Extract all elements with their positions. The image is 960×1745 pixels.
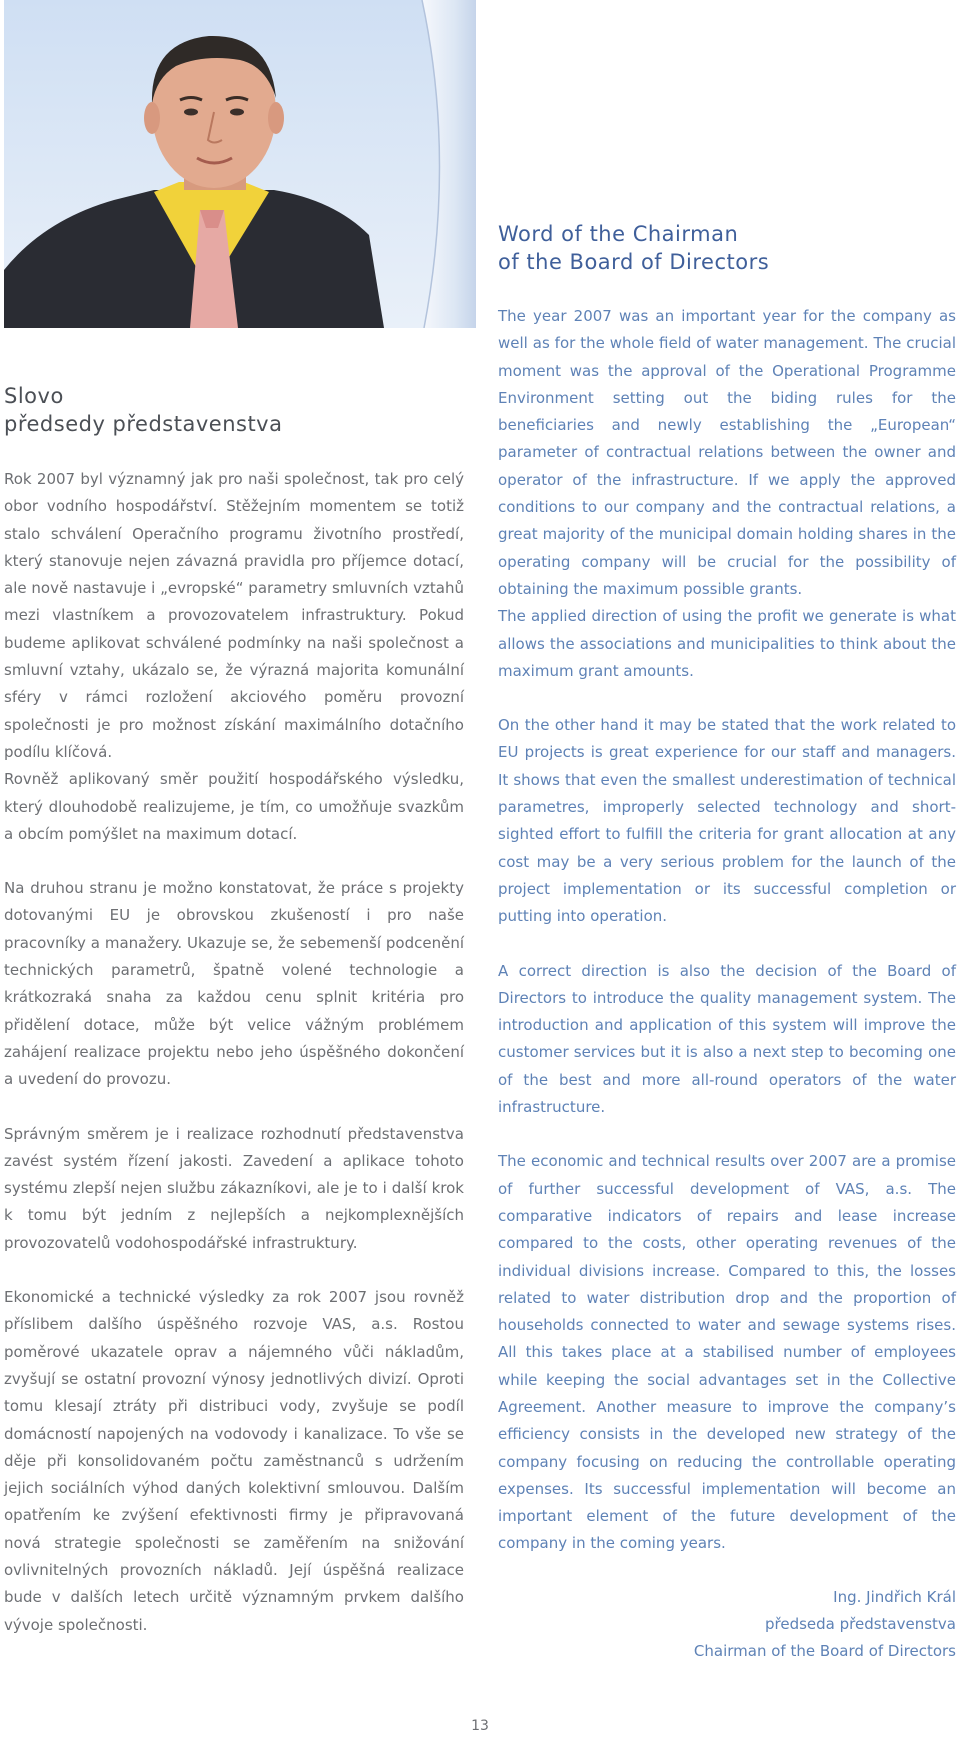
czech-title bbox=[4, 382, 282, 438]
english-title-line-2: of the Board of Directors bbox=[498, 250, 770, 274]
english-paragraph: The applied direction of using the profit we generate is what allows the associations and municipalities to think about the maximum grant amounts. bbox=[498, 607, 956, 680]
czech-paragraph: Správným směrem je i realizace rozhodnutí představenstva zavést systém řízení jakosti. Zavedení a aplikace tohoto systému zlepší nejen službu zákazníkovi, ale je to i další krok k tomu být jedním z nejlepších a nejkomplexnějších provozovatelů vodohospodářské infrastruktury. bbox=[4, 1124, 464, 1252]
page-number: 13 bbox=[471, 1718, 489, 1734]
czech-paragraph: Rovněž aplikovaný směr použití hospodářského výsledku, který dlouhodobě realizujeme, je tím, co umožňuje svazkům a obcím pomýšlet na maximum dotací. bbox=[4, 770, 464, 843]
english-text-column bbox=[498, 303, 956, 1666]
english-paragraph: A correct direction is also the decision of the Board of Directors to introduce the quality management system. The introduction and application of this system will improve the customer services but it is also a next step to becoming one of the best and more all-round operators of the water infrastructure. bbox=[498, 961, 956, 1117]
czech-paragraph: Na druhou stranu je možno konstatovat, že práce s projekty dotovanými EU je obrovskou zkušeností i pro naše pracovníky a manažery. Ukazuje se, že sebemenší podcenění technických parametrů, špatně volené technologie a krátkozraká snaha za každou cenu splnit kritéria pro přidělení dotace, může být velice vážným problémem zahájení realizace projektu nebo jeho úspěšného dokončení a uvedení do provozu. bbox=[4, 879, 464, 1089]
signature-role-czech: předseda představenstva bbox=[764, 1615, 956, 1634]
czech-title-line-1: Slovo bbox=[4, 384, 64, 408]
signature-name: Ing. Jindřich Král bbox=[833, 1587, 956, 1606]
chairman-portrait bbox=[4, 0, 476, 328]
english-title bbox=[498, 220, 769, 276]
english-paragraph: The year 2007 was an important year for the company as well as for the whole field of water management. The crucial moment was the approval of the Operational Programme Environment setting out the biding rules for the beneficiaries and newly establishing the „European“ parameter of contractual relations between the owner and operator of the infrastructure. If we apply the approved conditions to our company and the contractual relations, a great majority of the municipal domain holding shares in the operating company will be crucial for the possibility of obtaining the maximum possible grants. bbox=[498, 307, 956, 598]
signature-role-english: Chairman of the Board of Directors bbox=[693, 1642, 956, 1661]
english-paragraph: On the other hand it may be stated that the work related to EU projects is great experience for our staff and managers. It shows that even the smallest underestimation of technical parametres, improperly selected technology and short-sighted effort to fulfill the criteria for grant allocation at any cost may be a very serious problem for the launch of the project implementation or its successful completion or putting into operation. bbox=[498, 716, 956, 926]
czech-text-column bbox=[4, 466, 464, 1639]
signature-block bbox=[498, 1584, 956, 1666]
czech-title-line-2: předsedy představenstva bbox=[4, 412, 283, 436]
english-title-line-1: Word of the Chairman bbox=[498, 222, 739, 246]
english-paragraph: The economic and technical results over 2007 are a promise of further successful development of VAS, a.s. The comparative indicators of repairs and lease increase compared to the costs, other operating revenues of the individual divisions increase. Compared to this, the losses related to water distribution drop and the proportion of households connected to water and sewage systems rises. All this takes place at a stabilised number of employees while keeping the social advantages set in the Collective Agreement. Another measure to improve the company’s efficiency consists in the developed new strategy of the company focusing on reducing the controllable operating expenses. Its successful implementation will become an important element of the future development of the company in the coming years. bbox=[498, 1152, 956, 1553]
czech-paragraph: Rok 2007 byl významný jak pro naši společnost, tak pro celý obor vodního hospodářství. Stěžejním momentem se totiž stalo schválení Operačního programu životního prostředí, který stanovuje nejen závazná pravidla pro příjemce dotací, ale nově nastavuje i „evropské“ parametry smluvních vztahů mezi vlastníkem a provozovatelem infrastruktury. Pokud budeme aplikovat schválené podmínky na naši společnost a smluvní vztahy, ukázalo se, že výrazná majorita komunální sféry v rámci rozložení akciového poměru provozní společnosti je pro možnost získání maximálního dotačního podílu klíčová. bbox=[4, 470, 464, 761]
czech-paragraph: Ekonomické a technické výsledky za rok 2007 jsou rovněž příslibem dalšího úspěšného rozvoje VAS, a.s. Rostou poměrové ukazatele oprav a nájemného vůči nákladům, zvyšují se ostatní provozní výnosy jednotlivých divizí. Oproti tomu klesají ztráty při distribuci vody, zvyšuje se podíl domácností napojených na vodovody i kanalizace. To vše se děje při konsolidovaném počtu zaměstnanců s udržením jejich sociálních výhod daných kolektivní smlouvou. Dalším opatřením ke zvýšení efektivnosti firmy je připravovaná nová strategie společnosti se zaměřením na snižování ovlivnitelných provozních nákladů. Její úspěšná realizace bude v dalších letech určitě významným prvkem dalšího vývoje společnosti. bbox=[4, 1288, 464, 1634]
